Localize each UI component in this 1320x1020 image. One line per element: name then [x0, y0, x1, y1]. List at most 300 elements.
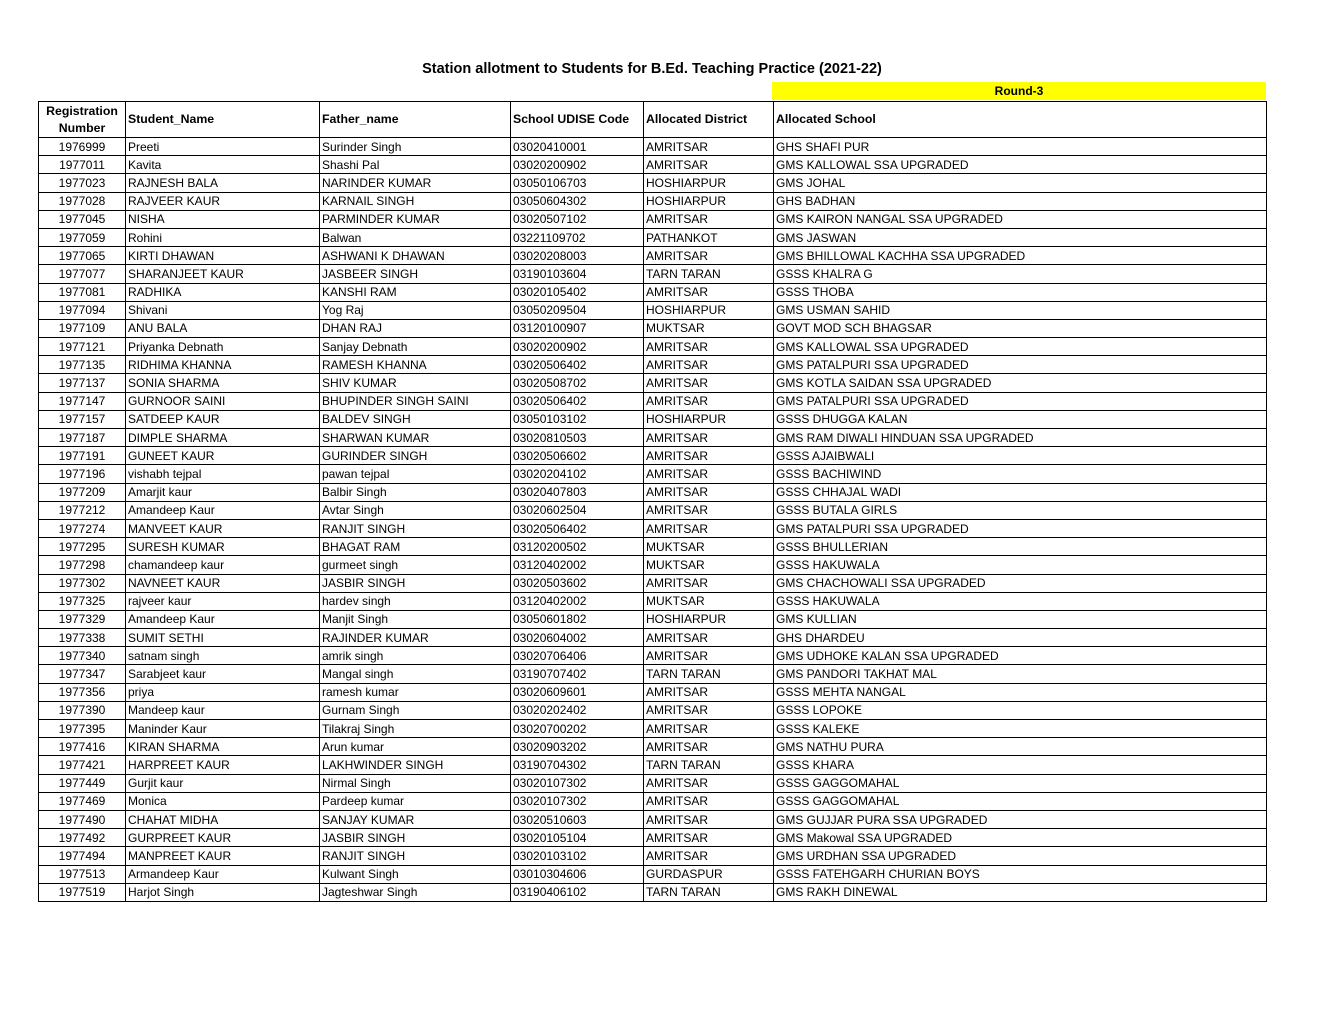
- cell-father-name: Shashi Pal: [320, 156, 511, 174]
- cell-allocated-district: AMRITSAR: [644, 465, 774, 483]
- cell-registration-number: 1977196: [39, 465, 126, 483]
- cell-registration-number: 1977274: [39, 519, 126, 537]
- cell-registration-number: 1977298: [39, 556, 126, 574]
- table-row: [39, 247, 1267, 265]
- cell-father-name: RANJIT SINGH: [320, 847, 511, 865]
- cell-allocated-district: MUKTSAR: [644, 319, 774, 337]
- table-row: [39, 538, 1267, 556]
- cell-father-name: BALDEV SINGH: [320, 410, 511, 428]
- cell-father-name: Jagteshwar Singh: [320, 883, 511, 901]
- cell-student-name: GURPREET KAUR: [126, 829, 320, 847]
- table-row: [39, 392, 1267, 410]
- cell-student-name: chamandeep kaur: [126, 556, 320, 574]
- cell-udise-code: 03020508702: [511, 374, 644, 392]
- cell-udise-code: 03020507102: [511, 210, 644, 228]
- cell-registration-number: 1977302: [39, 574, 126, 592]
- table-row: [39, 774, 1267, 792]
- table-row: [39, 429, 1267, 447]
- cell-udise-code: 03020202402: [511, 701, 644, 719]
- cell-student-name: HARPREET KAUR: [126, 756, 320, 774]
- cell-allocated-district: AMRITSAR: [644, 738, 774, 756]
- cell-registration-number: 1977157: [39, 410, 126, 428]
- cell-udise-code: 03020609601: [511, 683, 644, 701]
- table-row: [39, 356, 1267, 374]
- cell-allocated-district: MUKTSAR: [644, 592, 774, 610]
- cell-udise-code: 03020107302: [511, 792, 644, 810]
- cell-registration-number: 1977340: [39, 647, 126, 665]
- header-father-name: Father_name: [320, 102, 511, 138]
- cell-registration-number: 1977492: [39, 829, 126, 847]
- cell-father-name: JASBIR SINGH: [320, 829, 511, 847]
- cell-udise-code: 03020200902: [511, 156, 644, 174]
- cell-allocated-school: GSSS BACHIWIND: [774, 465, 1267, 483]
- cell-student-name: SHARANJEET KAUR: [126, 265, 320, 283]
- cell-father-name: Kulwant Singh: [320, 865, 511, 883]
- cell-father-name: RAMESH KHANNA: [320, 356, 511, 374]
- cell-udise-code: 03020103102: [511, 847, 644, 865]
- cell-father-name: Yog Raj: [320, 301, 511, 319]
- page-title: Station allotment to Students for B.Ed. Teaching Practice (2021-22): [422, 61, 882, 77]
- cell-allocated-district: AMRITSAR: [644, 683, 774, 701]
- cell-registration-number: 1977045: [39, 210, 126, 228]
- cell-udise-code: 03020510603: [511, 810, 644, 828]
- cell-allocated-district: AMRITSAR: [644, 574, 774, 592]
- cell-student-name: RADHIKA: [126, 283, 320, 301]
- cell-student-name: satnam singh: [126, 647, 320, 665]
- cell-udise-code: 03010304606: [511, 865, 644, 883]
- cell-student-name: NAVNEET KAUR: [126, 574, 320, 592]
- cell-student-name: GUNEET KAUR: [126, 447, 320, 465]
- cell-father-name: NARINDER KUMAR: [320, 174, 511, 192]
- cell-student-name: MANVEET KAUR: [126, 519, 320, 537]
- cell-father-name: Balwan: [320, 228, 511, 246]
- cell-registration-number: 1977338: [39, 629, 126, 647]
- cell-registration-number: 1977347: [39, 665, 126, 683]
- cell-registration-number: 1977137: [39, 374, 126, 392]
- cell-allocated-school: GMS PATALPURI SSA UPGRADED: [774, 356, 1267, 374]
- round-label: Round-3: [772, 82, 1266, 100]
- cell-registration-number: 1977519: [39, 883, 126, 901]
- table-row: [39, 192, 1267, 210]
- cell-allocated-school: GMS JOHAL: [774, 174, 1267, 192]
- cell-student-name: SURESH KUMAR: [126, 538, 320, 556]
- cell-student-name: Armandeep Kaur: [126, 865, 320, 883]
- table-row: [39, 138, 1267, 156]
- cell-allocated-district: AMRITSAR: [644, 483, 774, 501]
- cell-registration-number: 1977212: [39, 501, 126, 519]
- cell-registration-number: 1977059: [39, 228, 126, 246]
- cell-udise-code: 03050604302: [511, 192, 644, 210]
- cell-student-name: Kavita: [126, 156, 320, 174]
- header-registration-number: Registration Number: [39, 102, 126, 138]
- cell-allocated-district: AMRITSAR: [644, 629, 774, 647]
- cell-allocated-school: GSSS THOBA: [774, 283, 1267, 301]
- cell-allocated-school: GOVT MOD SCH BHAGSAR: [774, 319, 1267, 337]
- cell-udise-code: 03020506602: [511, 447, 644, 465]
- cell-udise-code: 03020700202: [511, 720, 644, 738]
- header-row: [39, 102, 1267, 138]
- cell-father-name: GURINDER SINGH: [320, 447, 511, 465]
- cell-udise-code: 03050209504: [511, 301, 644, 319]
- cell-student-name: Maninder Kaur: [126, 720, 320, 738]
- cell-udise-code: 03020407803: [511, 483, 644, 501]
- table-row: [39, 210, 1267, 228]
- cell-registration-number: 1977513: [39, 865, 126, 883]
- cell-allocated-school: GHS BADHAN: [774, 192, 1267, 210]
- cell-udise-code: 03020506402: [511, 392, 644, 410]
- cell-registration-number: 1977490: [39, 810, 126, 828]
- cell-registration-number: 1977325: [39, 592, 126, 610]
- cell-allocated-school: GMS PATALPURI SSA UPGRADED: [774, 392, 1267, 410]
- cell-allocated-school: GSSS GAGGOMAHAL: [774, 774, 1267, 792]
- cell-father-name: amrik singh: [320, 647, 511, 665]
- cell-registration-number: 1977395: [39, 720, 126, 738]
- cell-udise-code: 03020208003: [511, 247, 644, 265]
- table-row: [39, 301, 1267, 319]
- cell-student-name: KIRAN SHARMA: [126, 738, 320, 756]
- cell-father-name: SANJAY KUMAR: [320, 810, 511, 828]
- table-row: [39, 683, 1267, 701]
- cell-father-name: SHIV KUMAR: [320, 374, 511, 392]
- cell-registration-number: 1977094: [39, 301, 126, 319]
- cell-allocated-district: HOSHIARPUR: [644, 192, 774, 210]
- cell-student-name: KIRTI DHAWAN: [126, 247, 320, 265]
- cell-allocated-district: AMRITSAR: [644, 338, 774, 356]
- cell-allocated-school: GMS RAM DIWALI HINDUAN SSA UPGRADED: [774, 429, 1267, 447]
- cell-udise-code: 03050601802: [511, 610, 644, 628]
- cell-allocated-district: MUKTSAR: [644, 538, 774, 556]
- table-row: [39, 629, 1267, 647]
- cell-father-name: Balbir Singh: [320, 483, 511, 501]
- cell-allocated-district: AMRITSAR: [644, 829, 774, 847]
- cell-udise-code: 03020903202: [511, 738, 644, 756]
- cell-father-name: ramesh kumar: [320, 683, 511, 701]
- table-row: [39, 483, 1267, 501]
- cell-udise-code: 03120200502: [511, 538, 644, 556]
- cell-student-name: vishabh tejpal: [126, 465, 320, 483]
- cell-father-name: JASBEER SINGH: [320, 265, 511, 283]
- cell-allocated-school: GSSS KHALRA G: [774, 265, 1267, 283]
- table-row: [39, 756, 1267, 774]
- table-row: [39, 720, 1267, 738]
- cell-udise-code: 03190704302: [511, 756, 644, 774]
- cell-allocated-district: TARN TARAN: [644, 756, 774, 774]
- table-row: [39, 647, 1267, 665]
- cell-allocated-school: GSSS HAKUWALA: [774, 556, 1267, 574]
- cell-allocated-district: AMRITSAR: [644, 374, 774, 392]
- cell-allocated-school: GSSS KHARA: [774, 756, 1267, 774]
- cell-allocated-district: AMRITSAR: [644, 501, 774, 519]
- cell-allocated-district: AMRITSAR: [644, 792, 774, 810]
- cell-registration-number: 1977147: [39, 392, 126, 410]
- cell-allocated-school: GSSS LOPOKE: [774, 701, 1267, 719]
- cell-registration-number: 1977187: [39, 429, 126, 447]
- table-row: [39, 883, 1267, 901]
- cell-registration-number: 1977077: [39, 265, 126, 283]
- cell-udise-code: 03020602504: [511, 501, 644, 519]
- cell-udise-code: 03020503602: [511, 574, 644, 592]
- cell-registration-number: 1977356: [39, 683, 126, 701]
- table-row: [39, 338, 1267, 356]
- cell-udise-code: 03050103102: [511, 410, 644, 428]
- cell-allocated-district: TARN TARAN: [644, 265, 774, 283]
- cell-allocated-school: GSSS DHUGGA KALAN: [774, 410, 1267, 428]
- table-row: [39, 665, 1267, 683]
- cell-registration-number: 1977081: [39, 283, 126, 301]
- cell-allocated-school: GSSS KALEKE: [774, 720, 1267, 738]
- cell-registration-number: 1977191: [39, 447, 126, 465]
- cell-father-name: Gurnam Singh: [320, 701, 511, 719]
- cell-allocated-school: GMS URDHAN SSA UPGRADED: [774, 847, 1267, 865]
- cell-student-name: RIDHIMA KHANNA: [126, 356, 320, 374]
- cell-registration-number: 1976999: [39, 138, 126, 156]
- cell-registration-number: 1977421: [39, 756, 126, 774]
- cell-student-name: RAJNESH BALA: [126, 174, 320, 192]
- cell-student-name: rajveer kaur: [126, 592, 320, 610]
- cell-student-name: Harjot Singh: [126, 883, 320, 901]
- cell-allocated-district: AMRITSAR: [644, 720, 774, 738]
- cell-allocated-school: GMS KALLOWAL SSA UPGRADED: [774, 338, 1267, 356]
- cell-student-name: MANPREET KAUR: [126, 847, 320, 865]
- cell-registration-number: 1977295: [39, 538, 126, 556]
- cell-student-name: SONIA SHARMA: [126, 374, 320, 392]
- cell-allocated-school: GSSS MEHTA NANGAL: [774, 683, 1267, 701]
- cell-registration-number: 1977494: [39, 847, 126, 865]
- cell-student-name: GURNOOR SAINI: [126, 392, 320, 410]
- cell-father-name: Arun kumar: [320, 738, 511, 756]
- cell-udise-code: 03190707402: [511, 665, 644, 683]
- cell-father-name: Pardeep kumar: [320, 792, 511, 810]
- cell-udise-code: 03020200902: [511, 338, 644, 356]
- cell-allocated-school: GMS CHACHOWALI SSA UPGRADED: [774, 574, 1267, 592]
- cell-allocated-school: GMS RAKH DINEWAL: [774, 883, 1267, 901]
- table-row: [39, 701, 1267, 719]
- cell-allocated-district: TARN TARAN: [644, 665, 774, 683]
- cell-registration-number: 1977135: [39, 356, 126, 374]
- table-row: [39, 556, 1267, 574]
- cell-udise-code: 03020204102: [511, 465, 644, 483]
- cell-student-name: Preeti: [126, 138, 320, 156]
- cell-allocated-school: GMS PATALPURI SSA UPGRADED: [774, 519, 1267, 537]
- cell-allocated-school: GMS KAIRON NANGAL SSA UPGRADED: [774, 210, 1267, 228]
- cell-student-name: priya: [126, 683, 320, 701]
- cell-student-name: CHAHAT MIDHA: [126, 810, 320, 828]
- cell-father-name: LAKHWINDER SINGH: [320, 756, 511, 774]
- cell-registration-number: 1977028: [39, 192, 126, 210]
- cell-allocated-school: GSSS CHHAJAL WADI: [774, 483, 1267, 501]
- cell-udise-code: 03190103604: [511, 265, 644, 283]
- cell-allocated-school: GSSS GAGGOMAHAL: [774, 792, 1267, 810]
- cell-student-name: SUMIT SETHI: [126, 629, 320, 647]
- table-row: [39, 447, 1267, 465]
- table-row: [39, 501, 1267, 519]
- cell-allocated-district: MUKTSAR: [644, 556, 774, 574]
- table-row: [39, 519, 1267, 537]
- cell-allocated-district: AMRITSAR: [644, 519, 774, 537]
- cell-student-name: DIMPLE SHARMA: [126, 429, 320, 447]
- cell-allocated-school: GMS KOTLA SAIDAN SSA UPGRADED: [774, 374, 1267, 392]
- cell-student-name: RAJVEER KAUR: [126, 192, 320, 210]
- cell-father-name: BHAGAT RAM: [320, 538, 511, 556]
- cell-udise-code: 03120100907: [511, 319, 644, 337]
- cell-udise-code: 03221109702: [511, 228, 644, 246]
- table-body: [39, 138, 1267, 902]
- cell-allocated-district: AMRITSAR: [644, 138, 774, 156]
- cell-father-name: RANJIT SINGH: [320, 519, 511, 537]
- cell-allocated-district: AMRITSAR: [644, 392, 774, 410]
- cell-student-name: Monica: [126, 792, 320, 810]
- cell-student-name: Priyanka Debnath: [126, 338, 320, 356]
- cell-allocated-district: AMRITSAR: [644, 156, 774, 174]
- cell-allocated-school: GMS UDHOKE KALAN SSA UPGRADED: [774, 647, 1267, 665]
- cell-allocated-district: GURDASPUR: [644, 865, 774, 883]
- cell-allocated-school: GSSS AJAIBWALI: [774, 447, 1267, 465]
- cell-father-name: hardev singh: [320, 592, 511, 610]
- cell-student-name: Mandeep kaur: [126, 701, 320, 719]
- cell-father-name: Mangal singh: [320, 665, 511, 683]
- cell-allocated-district: AMRITSAR: [644, 356, 774, 374]
- cell-father-name: Manjit Singh: [320, 610, 511, 628]
- cell-allocated-school: GMS KULLIAN: [774, 610, 1267, 628]
- allotment-table: [38, 101, 1267, 902]
- cell-allocated-school: GMS GUJJAR PURA SSA UPGRADED: [774, 810, 1267, 828]
- cell-student-name: Sarabjeet kaur: [126, 665, 320, 683]
- cell-udise-code: 03020105402: [511, 283, 644, 301]
- cell-allocated-district: HOSHIARPUR: [644, 410, 774, 428]
- cell-father-name: RAJINDER KUMAR: [320, 629, 511, 647]
- table-row: [39, 810, 1267, 828]
- cell-udise-code: 03020706406: [511, 647, 644, 665]
- cell-father-name: Nirmal Singh: [320, 774, 511, 792]
- cell-allocated-district: AMRITSAR: [644, 447, 774, 465]
- cell-father-name: pawan tejpal: [320, 465, 511, 483]
- cell-father-name: Surinder Singh: [320, 138, 511, 156]
- table-row: [39, 319, 1267, 337]
- cell-allocated-school: GMS USMAN SAHID: [774, 301, 1267, 319]
- cell-registration-number: 1977329: [39, 610, 126, 628]
- cell-allocated-district: AMRITSAR: [644, 647, 774, 665]
- table-row: [39, 374, 1267, 392]
- cell-allocated-school: GSSS BHULLERIAN: [774, 538, 1267, 556]
- cell-student-name: ANU BALA: [126, 319, 320, 337]
- cell-allocated-school: GMS BHILLOWAL KACHHA SSA UPGRADED: [774, 247, 1267, 265]
- cell-registration-number: 1977011: [39, 156, 126, 174]
- header-allocated-district: Allocated District: [644, 102, 774, 138]
- cell-father-name: gurmeet singh: [320, 556, 511, 574]
- table-row: [39, 174, 1267, 192]
- cell-allocated-district: PATHANKOT: [644, 228, 774, 246]
- cell-father-name: PARMINDER KUMAR: [320, 210, 511, 228]
- cell-father-name: SHARWAN KUMAR: [320, 429, 511, 447]
- cell-registration-number: 1977416: [39, 738, 126, 756]
- cell-allocated-district: AMRITSAR: [644, 810, 774, 828]
- table-row: [39, 410, 1267, 428]
- cell-registration-number: 1977469: [39, 792, 126, 810]
- cell-allocated-school: GSSS FATEHGARH CHURIAN BOYS: [774, 865, 1267, 883]
- cell-registration-number: 1977390: [39, 701, 126, 719]
- cell-allocated-school: GSSS BUTALA GIRLS: [774, 501, 1267, 519]
- cell-father-name: KANSHI RAM: [320, 283, 511, 301]
- cell-father-name: Avtar Singh: [320, 501, 511, 519]
- cell-udise-code: 03020410001: [511, 138, 644, 156]
- cell-registration-number: 1977065: [39, 247, 126, 265]
- cell-allocated-school: GHS SHAFI PUR: [774, 138, 1267, 156]
- table-row: [39, 228, 1267, 246]
- cell-udise-code: 03120402002: [511, 592, 644, 610]
- cell-allocated-district: AMRITSAR: [644, 247, 774, 265]
- cell-student-name: Amandeep Kaur: [126, 501, 320, 519]
- cell-allocated-school: GHS DHARDEU: [774, 629, 1267, 647]
- cell-udise-code: 03020506402: [511, 356, 644, 374]
- table-row: [39, 865, 1267, 883]
- cell-allocated-district: HOSHIARPUR: [644, 301, 774, 319]
- header-udise-code: School UDISE Code: [511, 102, 644, 138]
- table-row: [39, 574, 1267, 592]
- cell-father-name: Tilakraj Singh: [320, 720, 511, 738]
- cell-student-name: SATDEEP KAUR: [126, 410, 320, 428]
- cell-allocated-district: HOSHIARPUR: [644, 610, 774, 628]
- cell-allocated-school: GMS JASWAN: [774, 228, 1267, 246]
- header-student-name: Student_Name: [126, 102, 320, 138]
- cell-registration-number: 1977121: [39, 338, 126, 356]
- cell-allocated-school: GSSS HAKUWALA: [774, 592, 1267, 610]
- cell-registration-number: 1977209: [39, 483, 126, 501]
- cell-allocated-district: TARN TARAN: [644, 883, 774, 901]
- cell-allocated-school: GMS KALLOWAL SSA UPGRADED: [774, 156, 1267, 174]
- cell-udise-code: 03020506402: [511, 519, 644, 537]
- header-allocated-school: Allocated School: [774, 102, 1267, 138]
- cell-allocated-district: AMRITSAR: [644, 701, 774, 719]
- cell-father-name: JASBIR SINGH: [320, 574, 511, 592]
- cell-registration-number: 1977449: [39, 774, 126, 792]
- cell-udise-code: 03020604002: [511, 629, 644, 647]
- cell-allocated-school: GMS PANDORI TAKHAT MAL: [774, 665, 1267, 683]
- table-row: [39, 592, 1267, 610]
- cell-udise-code: 03050106703: [511, 174, 644, 192]
- cell-allocated-district: AMRITSAR: [644, 774, 774, 792]
- cell-allocated-school: GMS Makowal SSA UPGRADED: [774, 829, 1267, 847]
- cell-student-name: NISHA: [126, 210, 320, 228]
- cell-father-name: DHAN RAJ: [320, 319, 511, 337]
- table-row: [39, 847, 1267, 865]
- cell-allocated-school: GMS NATHU PURA: [774, 738, 1267, 756]
- cell-udise-code: 03190406102: [511, 883, 644, 901]
- cell-allocated-district: AMRITSAR: [644, 847, 774, 865]
- cell-allocated-district: AMRITSAR: [644, 429, 774, 447]
- table-row: [39, 465, 1267, 483]
- cell-allocated-district: HOSHIARPUR: [644, 174, 774, 192]
- cell-student-name: Amarjit kaur: [126, 483, 320, 501]
- cell-registration-number: 1977023: [39, 174, 126, 192]
- cell-allocated-district: AMRITSAR: [644, 210, 774, 228]
- cell-allocated-district: AMRITSAR: [644, 283, 774, 301]
- cell-father-name: Sanjay Debnath: [320, 338, 511, 356]
- table-row: [39, 829, 1267, 847]
- cell-student-name: Amandeep Kaur: [126, 610, 320, 628]
- cell-udise-code: 03020810503: [511, 429, 644, 447]
- cell-father-name: BHUPINDER SINGH SAINI: [320, 392, 511, 410]
- cell-udise-code: 03020107302: [511, 774, 644, 792]
- cell-udise-code: 03120402002: [511, 556, 644, 574]
- cell-udise-code: 03020105104: [511, 829, 644, 847]
- cell-student-name: Shivani: [126, 301, 320, 319]
- cell-father-name: ASHWANI K DHAWAN: [320, 247, 511, 265]
- table-row: [39, 156, 1267, 174]
- cell-father-name: KARNAIL SINGH: [320, 192, 511, 210]
- cell-registration-number: 1977109: [39, 319, 126, 337]
- table-row: [39, 283, 1267, 301]
- cell-student-name: Gurjit kaur: [126, 774, 320, 792]
